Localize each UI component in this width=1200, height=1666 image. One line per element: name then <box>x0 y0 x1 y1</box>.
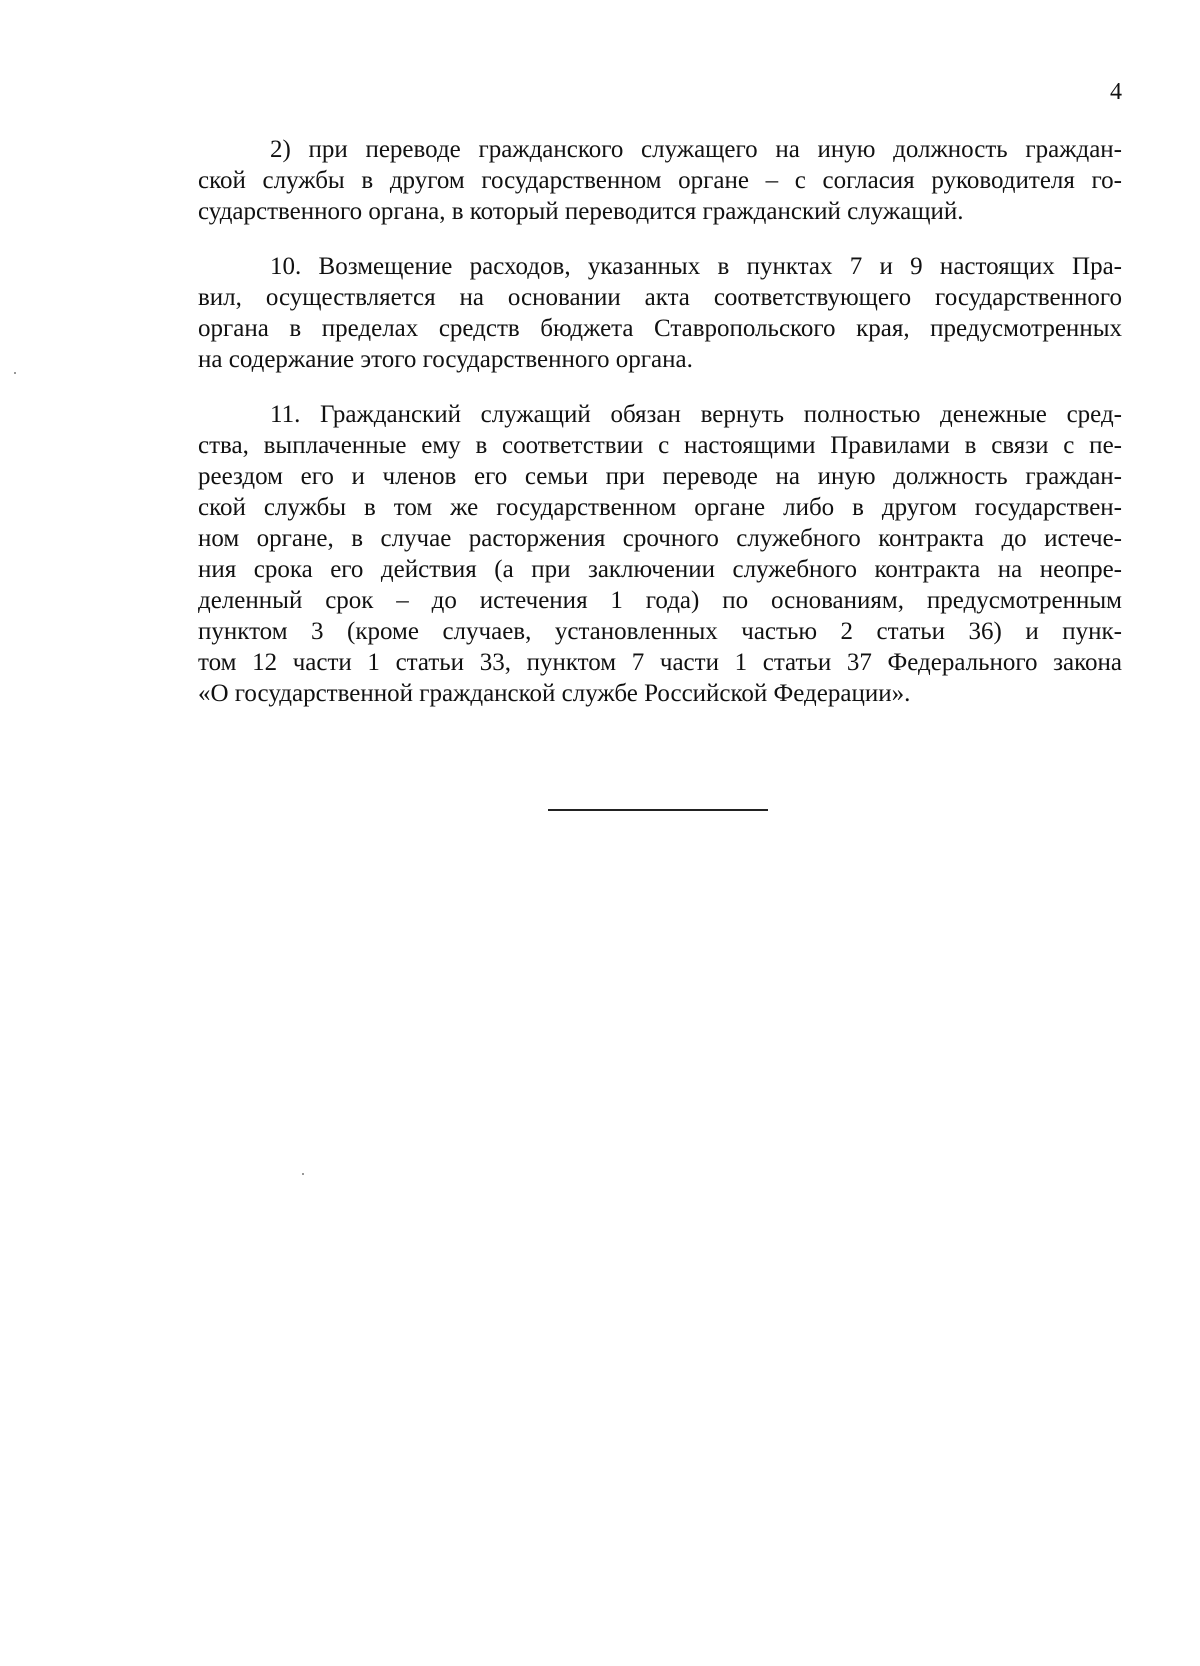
text-line: ства, выплаченные ему в соответствии с настоящими Правилами в связи с пе- <box>198 432 1122 459</box>
text-line: ской службы в том же государственном органе либо в другом государствен- <box>198 494 1122 521</box>
text-line: органа в пределах средств бюджета Ставропольского края, предусмотренных <box>198 315 1122 342</box>
text-line: том 12 части 1 статьи 33, пунктом 7 части 1 статьи 37 Федерального закона <box>198 649 1122 676</box>
text-line: ской службы в другом государственном органе – с согласия руководителя го- <box>198 167 1122 194</box>
text-line: «О государственной гражданской службе Российской Федерации». <box>198 680 911 707</box>
text-line: 10. Возмещение расходов, указанных в пунктах 7 и 9 настоящих Пра- <box>270 253 1122 280</box>
text-line: вил, осуществляется на основании акта соответствующего государственного <box>198 284 1122 311</box>
end-separator-line <box>548 809 768 811</box>
text-line: реездом его и членов его семьи при переводе на иную должность граждан- <box>198 463 1122 490</box>
page-number: 4 <box>1110 79 1122 105</box>
text-line: ния срока его действия (а при заключении служебного контракта на неопре- <box>198 556 1122 583</box>
text-line: пунктом 3 (кроме случаев, установленных частью 2 статьи 36) и пунк- <box>198 618 1122 645</box>
paragraph-transfer-other-body <box>198 134 1122 227</box>
text-line: ном органе, в случае расторжения срочного служебного контракта до истече- <box>198 525 1122 552</box>
paragraph-11 <box>198 399 1122 709</box>
text-line: на содержание этого государственного органа. <box>198 346 693 373</box>
document-body <box>198 134 1122 709</box>
text-line: сударственного органа, в который переводится гражданский служащий. <box>198 198 964 225</box>
text-line: 11. Гражданский служащий обязан вернуть полностью денежные сред- <box>270 401 1122 428</box>
paragraph-10 <box>198 251 1122 375</box>
text-line: 2) при переводе гражданского служащего на иную должность граждан- <box>270 136 1122 163</box>
text-line: деленный срок – до истечения 1 года) по основаниям, предусмотренным <box>198 587 1122 614</box>
scan-speck <box>14 372 16 374</box>
scan-speck <box>302 1173 304 1175</box>
